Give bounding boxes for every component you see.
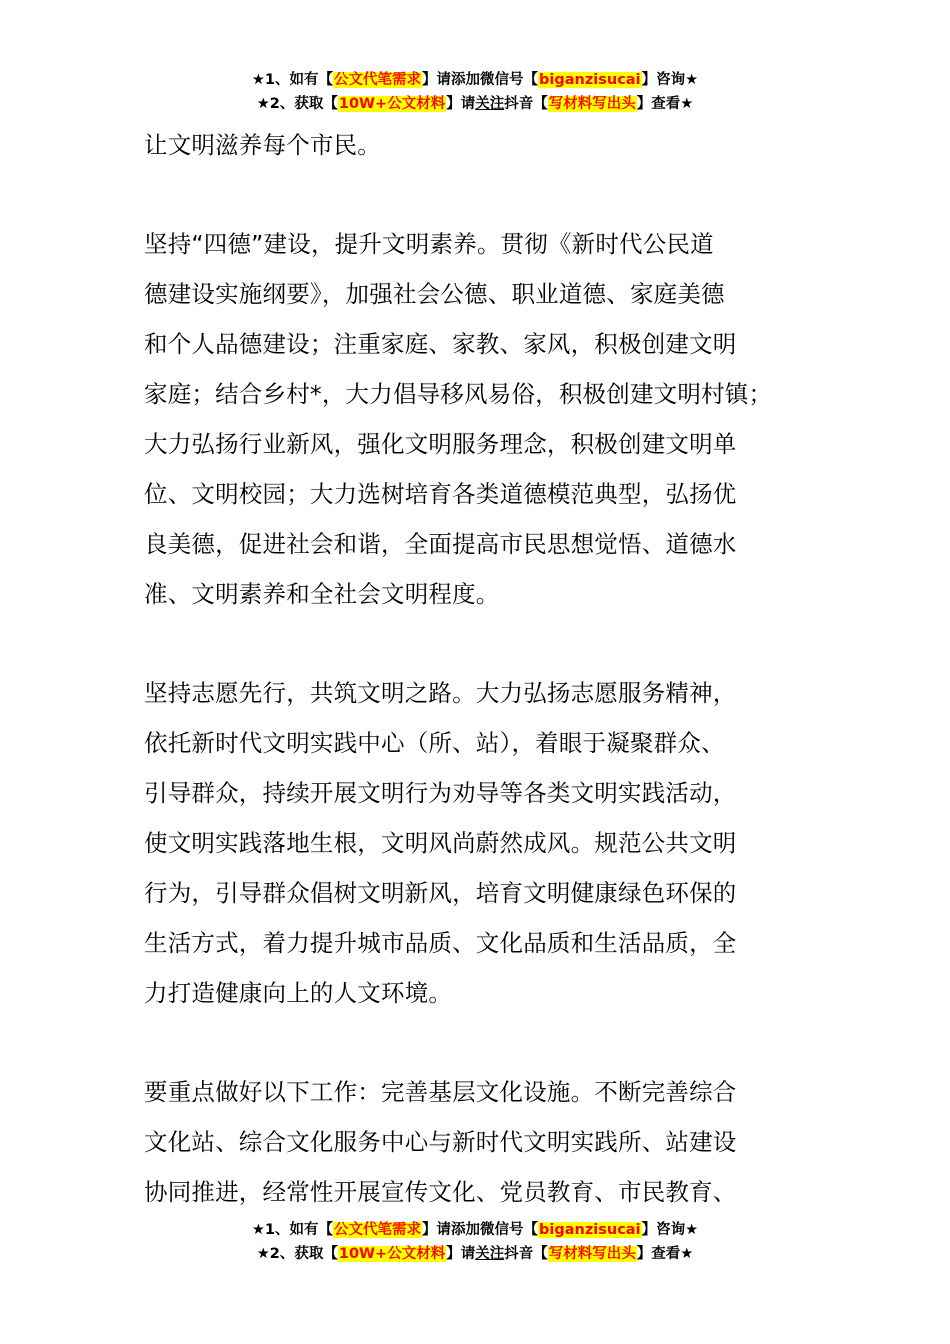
text-line: 家庭；结合乡村*，大力倡导移风易俗，积极创建文明村镇；: [144, 380, 773, 408]
wechat-id-highlight: biganzisucai: [539, 72, 641, 88]
banner-underlined-text: 关注: [475, 96, 505, 112]
text-line: 引导群众，持续开展文明行为劝导等各类文明实践活动，: [144, 779, 737, 807]
footer-banner: [0, 1218, 950, 1266]
text-line: 要重点做好以下工作：完善基层文化设施。不断完善综合: [144, 1078, 737, 1106]
text-line: 力打造健康向上的人文环境。: [144, 979, 453, 1007]
text-line: 生活方式，着力提升城市品质、文化品质和生活品质，全: [144, 929, 737, 957]
banner-text: 】请添加微信号【: [422, 1222, 539, 1238]
text-line: 行为，引导群众倡树文明新风，培育文明健康绿色环保的: [144, 879, 737, 907]
text-line: 协同推进，经常性开展宣传文化、党员教育、市民教育、: [144, 1178, 737, 1206]
text-line: 文化站、综合文化服务中心与新时代文明实践所、站建设: [144, 1128, 737, 1156]
document-body: [144, 120, 834, 1217]
banner-text: 】咨询★: [641, 1222, 699, 1238]
banner-highlight: 公文代笔需求: [334, 72, 422, 88]
banner-text: ★1、如有【: [251, 1222, 334, 1238]
banner-text: 抖音【: [504, 96, 548, 112]
text-line: 使文明实践落地生根，文明风尚蔚然成风。规范公共文明: [144, 829, 737, 857]
text-line: 德建设实施纲要》，加强社会公德、职业道德、家庭美德: [144, 280, 725, 308]
text-line: 依托新时代文明实践中心（所、站），着眼于凝聚群众、: [144, 729, 725, 757]
banner-text: 】咨询★: [641, 72, 699, 88]
header-banner-line-1: [0, 68, 950, 92]
text-line: 大力弘扬行业新风，强化文明服务理念，积极创建文明单: [144, 430, 737, 458]
wechat-id-highlight: biganzisucai: [539, 1222, 641, 1238]
paragraph-2: [144, 219, 834, 619]
paragraph-4: [144, 1067, 834, 1217]
header-banner: [0, 68, 950, 116]
footer-banner-line-1: [0, 1218, 950, 1242]
douyin-account-highlight: 写材料写出头: [548, 96, 636, 112]
banner-text: ★2、获取【: [256, 96, 338, 112]
text-line: 准、文明素养和全社会文明程度。: [144, 580, 500, 608]
banner-text: 抖音【: [504, 1246, 548, 1262]
paragraph-1: [144, 120, 834, 170]
text-line: 和个人品德建设；注重家庭、家教、家风，积极创建文明: [144, 330, 737, 358]
text-line: 位、文明校园；大力选树培育各类道德模范典型，弘扬优: [144, 480, 737, 508]
text-line: 坚持志愿先行，共筑文明之路。大力弘扬志愿服务精神，: [144, 679, 737, 707]
banner-text: 】请添加微信号【: [422, 72, 539, 88]
banner-highlight: 公文代笔需求: [334, 1222, 422, 1238]
footer-banner-line-2: [0, 1242, 950, 1266]
text-line: 让文明滋养每个市民。: [144, 131, 381, 159]
text-line: 坚持“四德”建设，提升文明素养。贯彻《新时代公民道: [144, 230, 714, 258]
banner-highlight: 10W+公文材料: [338, 96, 446, 112]
banner-text: 】请: [446, 1246, 476, 1262]
banner-text: 】查看★: [636, 96, 694, 112]
banner-text: 】查看★: [636, 1246, 694, 1262]
banner-text: ★2、获取【: [256, 1246, 338, 1262]
banner-text: 】请: [446, 96, 476, 112]
banner-highlight: 10W+公文材料: [338, 1246, 446, 1262]
text-line: 良美德，促进社会和谐，全面提高市民思想觉悟、道德水: [144, 530, 737, 558]
banner-underlined-text: 关注: [475, 1246, 505, 1262]
paragraph-3: [144, 668, 834, 1018]
douyin-account-highlight: 写材料写出头: [548, 1246, 636, 1262]
banner-text: ★1、如有【: [251, 72, 334, 88]
header-banner-line-2: [0, 92, 950, 116]
